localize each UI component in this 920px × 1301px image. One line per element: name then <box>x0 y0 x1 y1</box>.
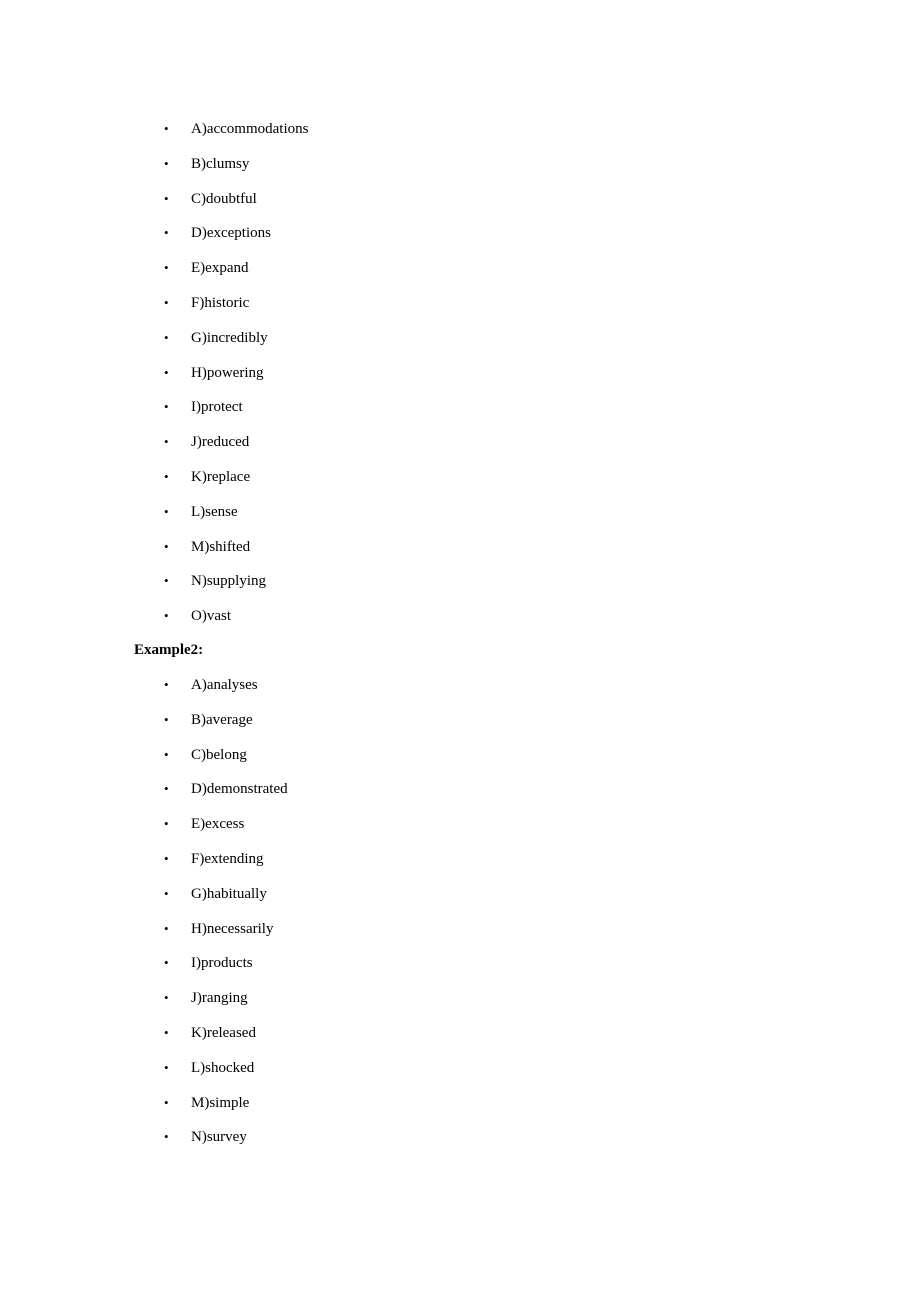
bullet-icon: • <box>164 1059 169 1075</box>
list-item-text: N)survey <box>191 1129 247 1146</box>
bullet-icon: • <box>164 573 169 589</box>
list-item-text: G)incredibly <box>191 329 268 346</box>
list-item-text: F)extending <box>191 850 264 867</box>
section-heading: Example2: <box>134 642 204 658</box>
list-item-text: H)powering <box>191 364 264 381</box>
list-item-text: M)shifted <box>191 538 251 555</box>
bullet-icon: • <box>164 885 169 901</box>
list-item-text: N)supplying <box>191 573 266 590</box>
bullet-icon: • <box>164 364 169 380</box>
bullet-icon: • <box>164 121 169 136</box>
bullet-icon: • <box>164 816 169 832</box>
bullet-icon: • <box>164 190 169 206</box>
list-item-text: L)shocked <box>191 1059 255 1076</box>
bullet-icon: • <box>164 468 169 484</box>
list-item-text: C)doubtful <box>191 190 257 207</box>
list-item-text: O)vast <box>191 608 231 625</box>
bullet-icon: • <box>164 990 169 1006</box>
bullet-icon: • <box>164 155 169 171</box>
bullet-icon: • <box>164 538 169 554</box>
bullet-icon: • <box>164 260 169 276</box>
list-item-text: L)sense <box>191 503 238 520</box>
list-item-text: K)released <box>191 1024 256 1041</box>
list-item-text: K)replace <box>191 468 251 485</box>
bullet-icon: • <box>164 746 169 762</box>
bullet-icon: • <box>164 225 169 241</box>
bullet-icon: • <box>164 294 169 310</box>
list-item-text: J)ranging <box>191 990 248 1007</box>
bullet-icon: • <box>164 711 169 727</box>
bullet-icon: • <box>164 399 169 415</box>
list-item-text: M)simple <box>191 1094 250 1111</box>
list-item-text: I)products <box>191 955 253 972</box>
bullet-icon: • <box>164 677 169 692</box>
list-item-text: F)historic <box>191 294 250 311</box>
list-item-text: J)reduced <box>191 434 250 451</box>
bullet-icon: • <box>164 920 169 936</box>
bullet-icon: • <box>164 1129 169 1145</box>
bullet-icon: • <box>164 1094 169 1110</box>
list-item-text: A)accommodations <box>191 121 309 137</box>
list-item-text: C)belong <box>191 746 247 763</box>
list-item-text: B)clumsy <box>191 155 250 172</box>
bullet-icon: • <box>164 1024 169 1040</box>
list-item-text: I)protect <box>191 399 243 416</box>
list-item-text: B)average <box>191 711 253 728</box>
bullet-icon: • <box>164 503 169 519</box>
bullet-icon: • <box>164 850 169 866</box>
bullet-icon: • <box>164 781 169 797</box>
list-item-text: H)necessarily <box>191 920 274 937</box>
bullet-icon: • <box>164 434 169 450</box>
bullet-icon: • <box>164 955 169 971</box>
bullet-icon: • <box>164 608 169 624</box>
list-item-text: E)excess <box>191 816 245 833</box>
list-item-text: A)analyses <box>191 677 258 693</box>
list-item-text: E)expand <box>191 260 249 277</box>
list-item-text: D)exceptions <box>191 225 271 242</box>
list-item-text: D)demonstrated <box>191 781 288 798</box>
list-item-text: G)habitually <box>191 885 267 902</box>
bullet-icon: • <box>164 329 169 345</box>
